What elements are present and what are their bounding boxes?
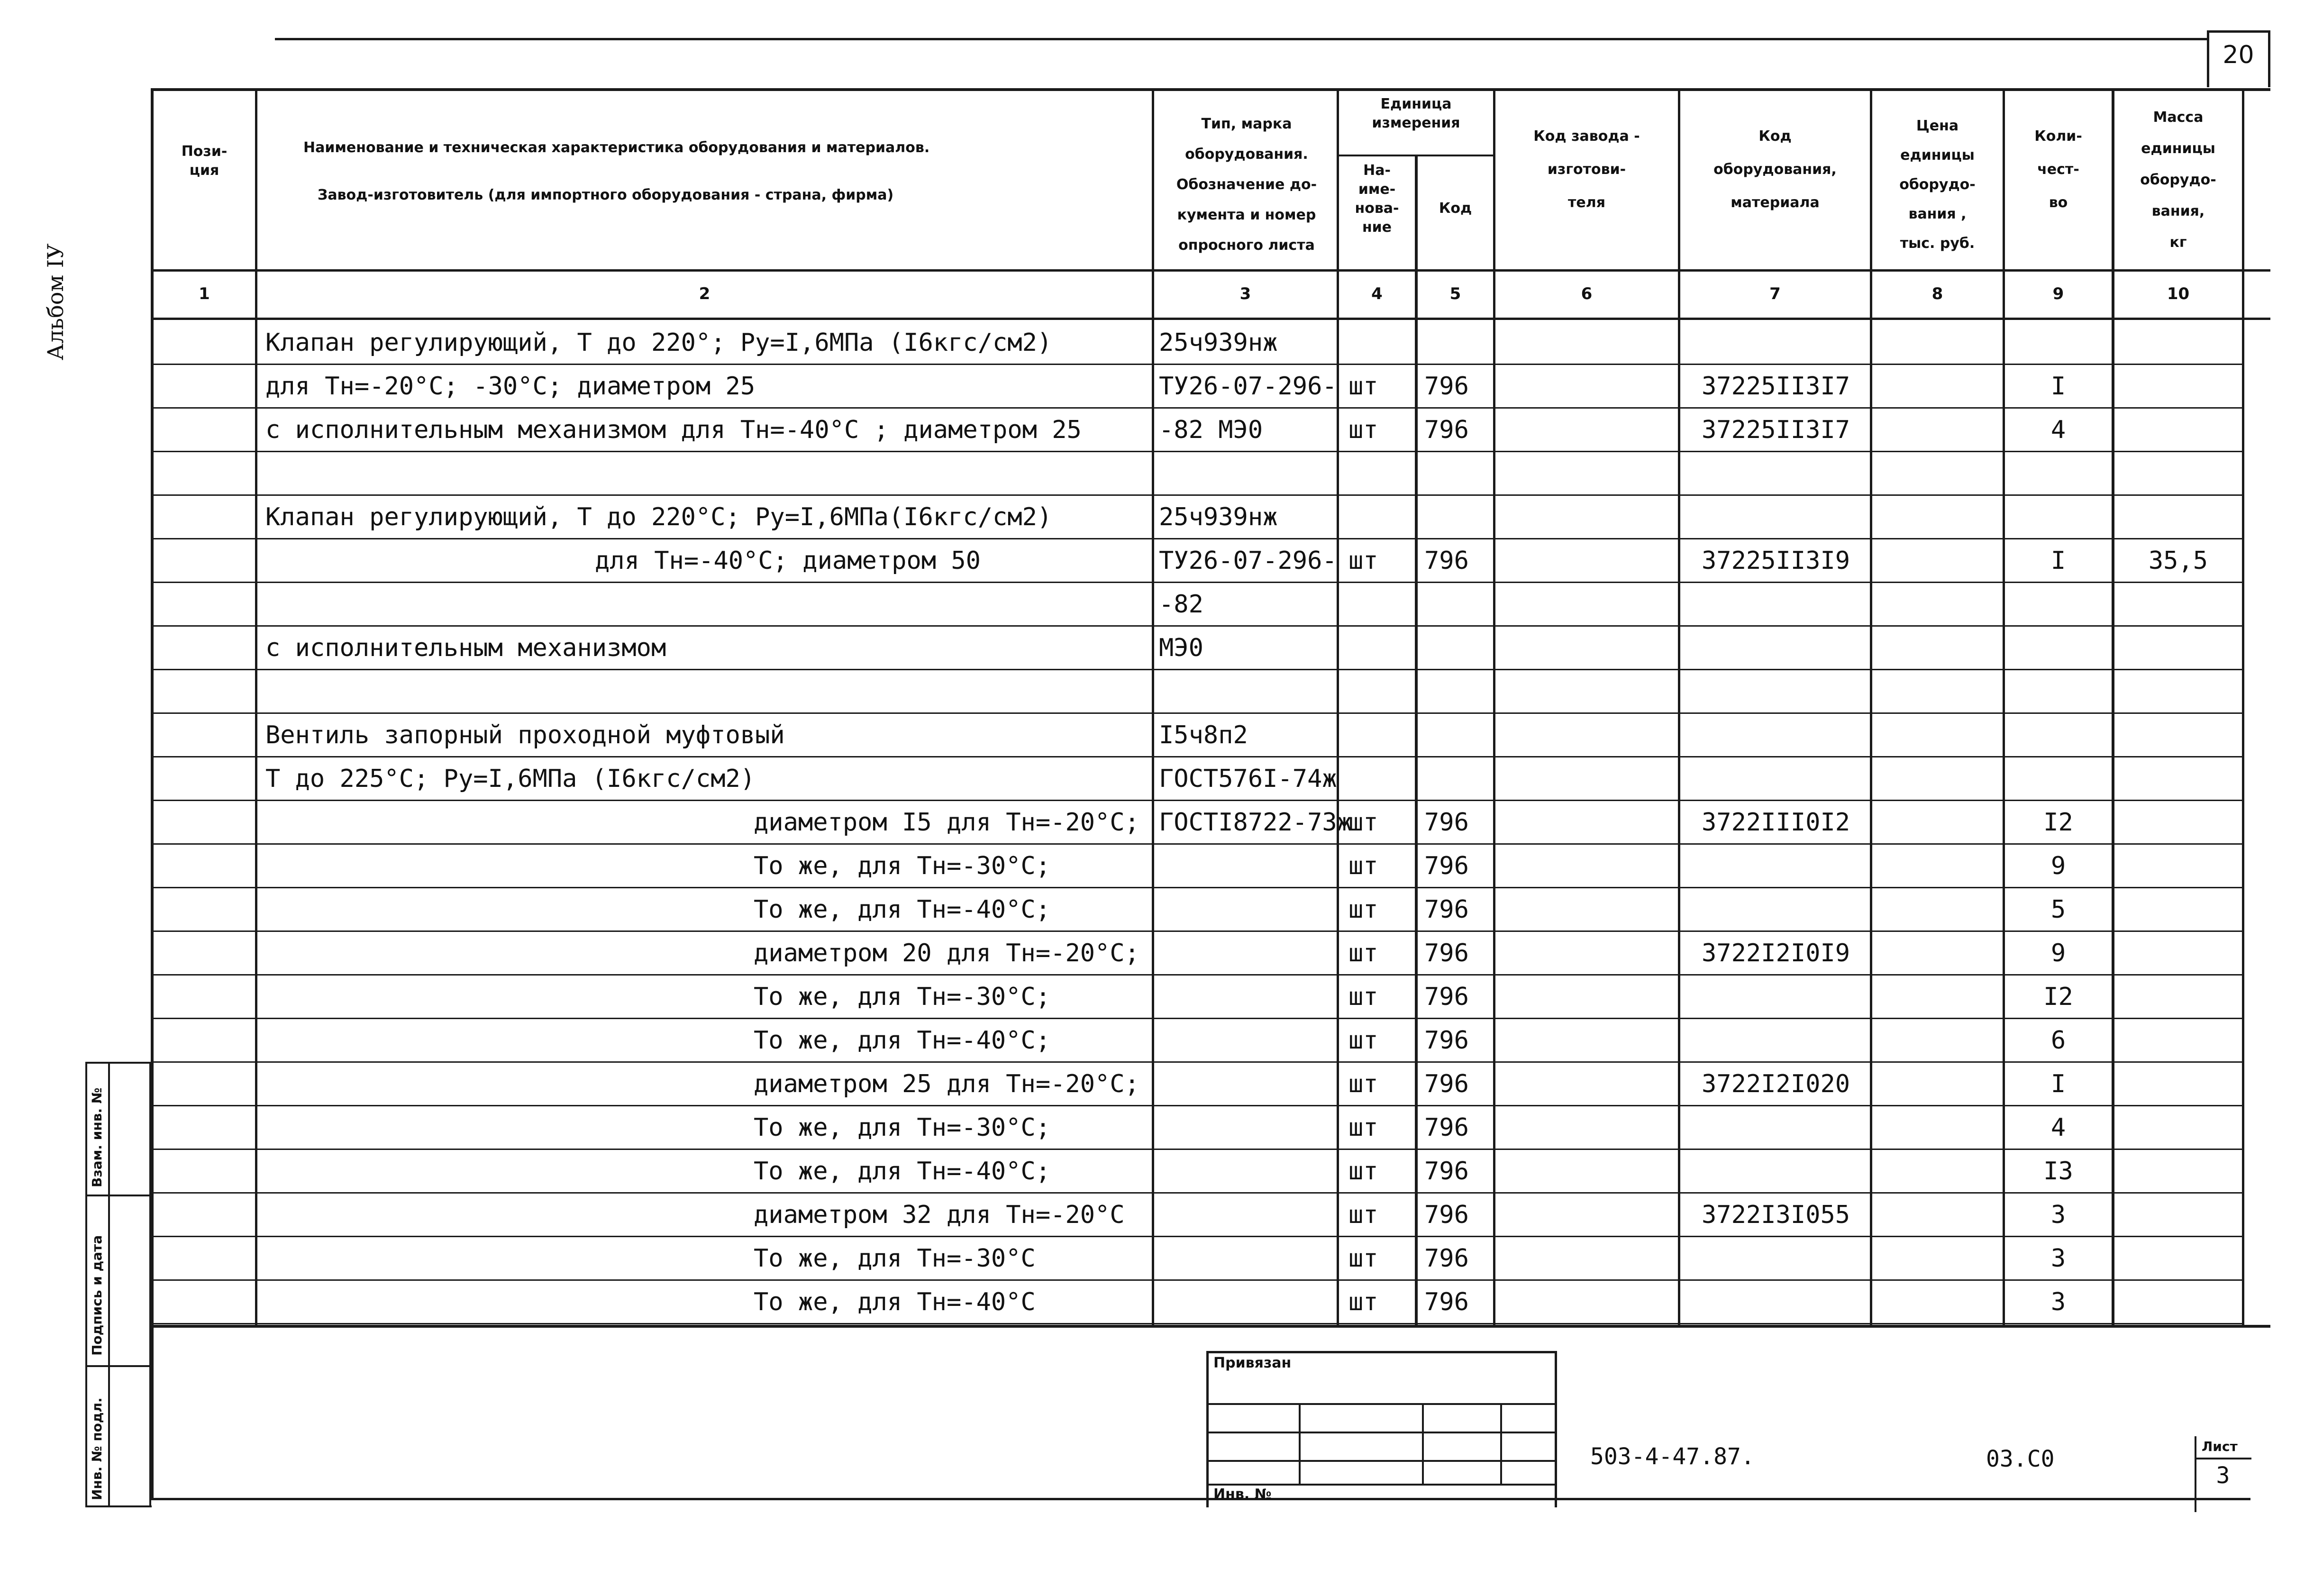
table-cell-qty: 3 [2050, 1288, 2066, 1316]
table-cell-unit: шт [1348, 895, 1378, 924]
table-cell-unit: шт [1348, 1288, 1378, 1316]
document-code: 503-4-47.87. [1590, 1443, 1755, 1470]
table-cell-mass: 35,5 [2148, 547, 2208, 575]
inv-label: Инв. № [1213, 1486, 1272, 1503]
row-divider [154, 451, 2242, 452]
header-equipment-code: Код оборудования, материала [1713, 128, 1837, 211]
row-divider [154, 974, 2242, 976]
table-cell-qty: 9 [2050, 939, 2066, 967]
table-cell-name: диаметром 25 для Тн=-20°С; [754, 1070, 1139, 1098]
table-cell-type: -82 МЭ0 [1159, 416, 1263, 444]
colnum-10: 10 [2167, 284, 2190, 303]
header-position: Пози- ция [181, 143, 228, 179]
row-divider [154, 582, 2242, 583]
table-cell-eq: 3722I2I020 [1702, 1070, 1850, 1098]
row-divider [154, 1236, 2242, 1237]
table-cell-unit: шт [1348, 852, 1378, 880]
table-cell-code: 796 [1424, 1244, 1469, 1273]
colnum-6: 6 [1581, 284, 1593, 303]
row-divider [154, 887, 2242, 888]
list-number: 3 [2216, 1462, 2230, 1489]
header-unit-name: На- име- нова- ние [1355, 162, 1399, 236]
table-cell-unit: шт [1348, 1026, 1378, 1055]
row-divider [154, 625, 2242, 627]
row-divider [154, 800, 2242, 801]
row-divider [154, 1279, 2242, 1281]
top-rule [275, 38, 2209, 40]
table-cell-name: То же, для Тн=-30°С; [754, 983, 1051, 1011]
table-cell-type: МЭ0 [1159, 634, 1203, 662]
header-unit-code: Код [1439, 200, 1472, 217]
table-cell-name: То же, для Тн=-30°С [754, 1244, 1036, 1273]
table-cell-type: ГОСТ576I-74ж [1159, 765, 1337, 793]
table-cell-unit: шт [1348, 808, 1378, 837]
page-box-right [2268, 30, 2270, 87]
row-divider [154, 1149, 2242, 1150]
table-cell-name: для Тн=-20°С; -30°С; диаметром 25 [265, 372, 756, 401]
table-cell-code: 796 [1424, 1201, 1469, 1229]
album-label: Альбом IУ [43, 243, 68, 360]
table-cell-type: ТУ26-07-296- [1159, 547, 1337, 575]
table-cell-eq: 37225II3I7 [1702, 372, 1850, 401]
table-cell-name: То же, для Тн=-30°С; [754, 1113, 1051, 1142]
table-cell-eq: 3722III0I2 [1702, 808, 1850, 837]
table-cell-qty: I2 [2043, 983, 2073, 1011]
table-cell-type: 25ч939нж [1159, 328, 1278, 357]
table-cell-code: 796 [1424, 1070, 1469, 1098]
table-cell-type: ГОСТI8722-73ж [1159, 808, 1352, 837]
table-cell-unit: шт [1348, 1201, 1378, 1229]
row-divider [154, 669, 2242, 670]
colnum-2: 2 [699, 284, 711, 303]
table-cell-type: -82 [1159, 590, 1203, 619]
table-cell-unit: шт [1348, 1157, 1378, 1186]
header-unit-group: Единица измерения [1372, 96, 1460, 131]
header-name-line1: Наименование и техническая характеристика оборудования и материалов. [303, 139, 930, 156]
table-cell-qty: 3 [2050, 1201, 2066, 1229]
row-divider [154, 364, 2242, 365]
table-cell-name: То же, для Тн=-40°С; [754, 1157, 1051, 1186]
table-cell-name: То же, для Тн=-40°С; [754, 895, 1051, 924]
row-divider [154, 407, 2242, 409]
page-number: 20 [2223, 41, 2254, 69]
table-cell-name: для Тн=-40°С; диаметром 50 [595, 547, 981, 575]
table-cell-eq: 37225II3I7 [1702, 416, 1850, 444]
table-cell-name: с исполнительным механизмом для Тн=-40°С ; диаметром 25 [265, 416, 1082, 444]
table-cell-code: 796 [1424, 416, 1469, 444]
table-cell-name: Клапан регулирующий, Т до 220°; Ру=I,6МПа (I6кгс/см2) [265, 328, 1052, 357]
table-cell-qty: I2 [2043, 808, 2073, 837]
table-cell-name: Клапан регулирующий, Т до 220°С; Ру=I,6МПа(I6кгс/см2) [265, 503, 1052, 531]
table-cell-unit: шт [1348, 416, 1378, 444]
header-factory-code: Код завода - изготови- теля [1533, 128, 1640, 211]
table-cell-name: Т до 225°С; Ру=I,6МПа (I6кгс/см2) [265, 765, 756, 793]
bound-label: Привязан [1213, 1355, 1292, 1371]
table-cell-type: 25ч939нж [1159, 503, 1278, 531]
table-cell-unit: шт [1348, 1070, 1378, 1098]
table-cell-qty: 9 [2050, 852, 2066, 880]
table-cell-qty: I [2050, 372, 2066, 401]
row-divider [154, 1105, 2242, 1106]
row-divider [154, 930, 2242, 932]
table-cell-eq: 37225II3I9 [1702, 547, 1850, 575]
table-cell-code: 796 [1424, 1288, 1469, 1316]
table-cell-qty: 5 [2050, 895, 2066, 924]
table-cell-code: 796 [1424, 895, 1469, 924]
table-cell-unit: шт [1348, 372, 1378, 401]
table-cell-qty: I [2050, 1070, 2066, 1098]
table-cell-eq: 3722I2I0I9 [1702, 939, 1850, 967]
table-cell-name: То же, для Тн=-40°С; [754, 1026, 1051, 1055]
row-divider [154, 494, 2242, 496]
table-cell-name: То же, для Тн=-40°С [754, 1288, 1036, 1316]
table-cell-unit: шт [1348, 939, 1378, 967]
header-name-line2: Завод-изготовитель (для импортного оборудования - страна, фирма) [318, 187, 894, 203]
table-cell-qty: 4 [2050, 416, 2066, 444]
table-cell-unit: шт [1348, 983, 1378, 1011]
colnum-4: 4 [1371, 284, 1383, 303]
table-cell-name: То же, для Тн=-30°С; [754, 852, 1051, 880]
header-type: Тип, марка оборудования. Обозначение до- кумента и номер опросного листа [1176, 116, 1317, 254]
table-cell-qty: I3 [2043, 1157, 2073, 1186]
table-cell-qty: 4 [2050, 1113, 2066, 1142]
table-cell-eq: 3722I3I055 [1702, 1201, 1850, 1229]
row-divider [154, 756, 2242, 757]
row-divider [154, 1061, 2242, 1063]
table-cell-name: Вентиль запорный проходной муфтовый [265, 721, 785, 749]
section-code: 03.С0 [1986, 1446, 2055, 1472]
table-cell-qty: I [2050, 547, 2066, 575]
row-divider [154, 1323, 2242, 1324]
table-cell-type: I5ч8п2 [1159, 721, 1248, 749]
colnum-8: 8 [1931, 284, 1943, 303]
row-divider [154, 843, 2242, 845]
table-cell-name: с исполнительным механизмом [265, 634, 666, 662]
table-cell-name: диаметром 20 для Тн=-20°С; [754, 939, 1139, 967]
table-cell-code: 796 [1424, 939, 1469, 967]
colnum-3: 3 [1239, 284, 1251, 303]
row-divider [154, 712, 2242, 714]
table-cell-code: 796 [1424, 1157, 1469, 1186]
table-cell-code: 796 [1424, 1113, 1469, 1142]
table-cell-qty: 6 [2050, 1026, 2066, 1055]
table-cell-code: 796 [1424, 983, 1469, 1011]
table-cell-code: 796 [1424, 547, 1469, 575]
header-mass: Масса единицы оборудо- вания, кг [2140, 109, 2216, 251]
stamp-signature-date: Подпись и дата [89, 1235, 105, 1356]
colnum-9: 9 [2052, 284, 2064, 303]
row-divider [154, 1192, 2242, 1194]
list-label: Лист [2202, 1439, 2238, 1454]
table-cell-name: диаметром I5 для Тн=-20°С; [754, 808, 1139, 837]
colnum-1: 1 [199, 284, 210, 303]
stamp-replacement-inv: Взам. инв. № [89, 1087, 105, 1187]
colnum-5: 5 [1449, 284, 1461, 303]
row-divider [154, 538, 2242, 539]
table-cell-code: 796 [1424, 1026, 1469, 1055]
table-cell-code: 796 [1424, 852, 1469, 880]
table-cell-qty: 3 [2050, 1244, 2066, 1273]
table-cell-code: 796 [1424, 808, 1469, 837]
stamp-original-inv: Инв. № подл. [89, 1397, 105, 1500]
row-divider [154, 1018, 2242, 1019]
table-cell-unit: шт [1348, 547, 1378, 575]
table-cell-unit: шт [1348, 1113, 1378, 1142]
colnum-7: 7 [1769, 284, 1781, 303]
table-cell-unit: шт [1348, 1244, 1378, 1273]
table-cell-code: 796 [1424, 372, 1469, 401]
page-box-top [2207, 30, 2270, 33]
header-price: Цена единицы оборудо- вания , тыс. руб. [1899, 118, 1976, 252]
table-cell-name: диаметром 32 для Тн=-20°С [754, 1201, 1125, 1229]
table-cell-type: ТУ26-07-296- [1159, 372, 1337, 401]
header-quantity: Коли- чест- во [2034, 128, 2082, 211]
